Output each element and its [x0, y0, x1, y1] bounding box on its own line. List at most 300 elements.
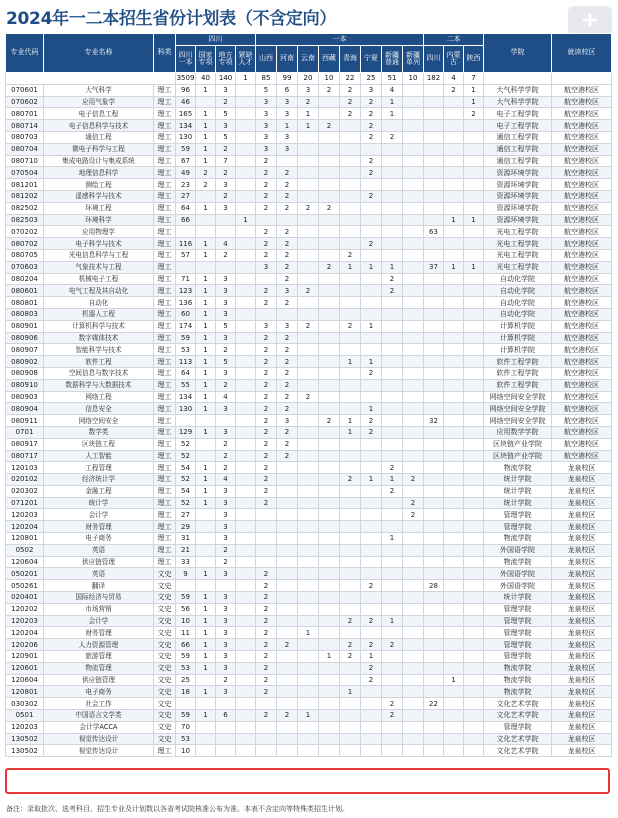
plan-count-cell — [298, 603, 319, 615]
plan-count-cell — [403, 179, 424, 191]
plan-count-cell — [382, 497, 403, 509]
plan-count-cell: 1 — [382, 615, 403, 627]
plan-count-cell — [196, 698, 216, 710]
plan-count-cell — [216, 733, 236, 745]
plan-count-cell — [340, 179, 361, 191]
plan-count-cell — [236, 131, 256, 143]
plan-count-cell — [464, 202, 484, 214]
plan-count-cell — [298, 308, 319, 320]
college-cell: 资源环境学院 — [484, 167, 552, 179]
plan-count-cell: 1 — [196, 462, 216, 474]
table-row — [6, 143, 612, 155]
plan-count-cell: 2 — [216, 462, 236, 474]
plan-count-cell — [216, 580, 236, 592]
plan-count-cell — [236, 108, 256, 120]
subject-cell: 理工 — [154, 485, 176, 497]
plan-count-cell: 3 — [216, 639, 236, 651]
subject-cell: 文史 — [154, 639, 176, 651]
plan-count-cell: 1 — [464, 214, 484, 226]
campus-cell: 龙泉校区 — [552, 544, 612, 556]
major-code-cell: 050261 — [6, 580, 44, 592]
major-code-cell: 120203 — [6, 509, 44, 521]
subject-cell: 理工 — [154, 297, 176, 309]
plan-count-cell: 3 — [277, 143, 298, 155]
plan-count-cell: 2 — [277, 261, 298, 273]
plan-count-cell: 2 — [361, 367, 382, 379]
major-code-cell: 120801 — [6, 533, 44, 545]
plan-count-cell — [340, 143, 361, 155]
add-button[interactable]: + — [568, 6, 612, 36]
plan-count-cell — [236, 320, 256, 332]
major-code-cell: 071201 — [6, 497, 44, 509]
subject-cell: 理工 — [154, 344, 176, 356]
plan-count-cell — [236, 356, 256, 368]
college-cell: 物流学院 — [484, 662, 552, 674]
plan-count-cell — [361, 379, 382, 391]
major-code-cell: 120801 — [6, 686, 44, 698]
plan-count-cell — [403, 662, 424, 674]
plan-count-cell — [340, 733, 361, 745]
plan-count-cell: 2 — [256, 249, 277, 261]
plan-count-cell — [277, 615, 298, 627]
plan-count-cell — [340, 202, 361, 214]
footnote: 备注：录取批次、选考科目、招生专业及计划数以各省考试院核准公布为准。本表不含定向等特殊类招生计划。 — [6, 805, 349, 813]
campus-cell: 航空港校区 — [552, 379, 612, 391]
plan-count-cell: 2 — [256, 238, 277, 250]
major-name-cell: 数学类 — [44, 426, 154, 438]
plan-count-cell — [236, 485, 256, 497]
plan-count-cell: 123 — [176, 285, 196, 297]
plan-count-cell: 46 — [176, 96, 196, 108]
subject-cell: 理工 — [154, 120, 176, 132]
plan-count-cell: 3 — [216, 285, 236, 297]
plan-count-cell: 1 — [196, 367, 216, 379]
plan-count-cell — [236, 179, 256, 191]
plan-count-cell — [277, 592, 298, 604]
plan-count-cell — [319, 568, 340, 580]
enrollment-plan-table — [5, 33, 612, 757]
college-cell: 通信工程学院 — [484, 143, 552, 155]
plan-count-cell: 18 — [176, 686, 196, 698]
plan-count-cell — [236, 686, 256, 698]
plan-count-cell — [464, 238, 484, 250]
plan-count-cell — [236, 462, 256, 474]
plan-count-cell: 5 — [216, 131, 236, 143]
plan-count-cell — [382, 238, 403, 250]
plan-count-cell — [319, 308, 340, 320]
plan-count-cell: 2 — [403, 509, 424, 521]
plan-count-cell: 54 — [176, 485, 196, 497]
plan-count-cell — [236, 379, 256, 391]
plan-count-cell — [340, 190, 361, 202]
major-name-cell: 空间信息与数字技术 — [44, 367, 154, 379]
plan-count-cell: 2 — [196, 167, 216, 179]
plan-count-cell — [424, 497, 444, 509]
plan-count-cell — [382, 674, 403, 686]
plan-count-cell: 116 — [176, 238, 196, 250]
major-name-cell: 财务管理 — [44, 521, 154, 533]
plan-count-cell: 3 — [216, 651, 236, 663]
plan-count-cell: 136 — [176, 297, 196, 309]
plan-count-cell: 2 — [256, 379, 277, 391]
campus-cell: 龙泉校区 — [552, 639, 612, 651]
page-title: 2024年一二本招生省份计划表（不含定向） — [6, 9, 337, 29]
table-row — [6, 674, 612, 686]
plan-count-cell: 29 — [176, 521, 196, 533]
college-cell: 通信工程学院 — [484, 131, 552, 143]
major-name-cell: 自动化 — [44, 297, 154, 309]
major-code-cell: 020401 — [6, 592, 44, 604]
plan-count-cell — [196, 745, 216, 757]
plan-count-cell: 130 — [176, 131, 196, 143]
plan-count-cell — [444, 190, 464, 202]
plan-count-cell — [340, 238, 361, 250]
plan-count-cell: 2 — [216, 544, 236, 556]
plan-count-cell: 1 — [340, 356, 361, 368]
plan-count-cell: 2 — [361, 580, 382, 592]
college-cell: 光电工程学院 — [484, 238, 552, 250]
plan-count-cell: 3 — [361, 84, 382, 96]
plan-count-cell: 5 — [216, 108, 236, 120]
plan-count-cell: 55 — [176, 379, 196, 391]
plan-count-cell — [464, 533, 484, 545]
plan-count-cell — [444, 639, 464, 651]
major-code-cell: 080910 — [6, 379, 44, 391]
plan-count-cell: 2 — [216, 96, 236, 108]
major-code-cell: 020302 — [6, 485, 44, 497]
plan-count-cell — [340, 568, 361, 580]
plan-count-cell — [256, 544, 277, 556]
plan-count-cell: 1 — [196, 627, 216, 639]
plan-count-cell: 2 — [277, 249, 298, 261]
campus-cell: 航空港校区 — [552, 273, 612, 285]
campus-cell: 龙泉校区 — [552, 745, 612, 757]
college-cell: 管理学院 — [484, 615, 552, 627]
plan-count-cell: 3 — [256, 108, 277, 120]
plan-count-cell — [340, 226, 361, 238]
plan-count-cell — [444, 179, 464, 191]
plan-count-cell — [464, 344, 484, 356]
major-name-cell: 会计学ACCA — [44, 721, 154, 733]
plan-count-cell — [236, 96, 256, 108]
plan-count-cell: 2 — [277, 639, 298, 651]
plan-count-cell — [196, 190, 216, 202]
plan-count-cell — [382, 521, 403, 533]
plan-count-cell — [236, 568, 256, 580]
plan-count-cell: 129 — [176, 426, 196, 438]
college-cell: 资源环境学院 — [484, 202, 552, 214]
plan-count-cell — [298, 344, 319, 356]
plan-count-cell — [216, 698, 236, 710]
plan-count-cell — [424, 674, 444, 686]
plan-count-cell — [444, 273, 464, 285]
table-row — [6, 509, 612, 521]
plan-count-cell — [464, 544, 484, 556]
subject-cell: 理工 — [154, 450, 176, 462]
plan-count-cell: 2 — [216, 438, 236, 450]
campus-cell: 航空港校区 — [552, 297, 612, 309]
plan-count-cell: 3 — [216, 273, 236, 285]
plan-count-cell — [340, 698, 361, 710]
plan-count-cell — [382, 403, 403, 415]
plan-count-cell — [236, 544, 256, 556]
plan-count-cell: 1 — [196, 651, 216, 663]
college-cell: 软件工程学院 — [484, 367, 552, 379]
plan-count-cell: 2 — [256, 615, 277, 627]
campus-cell: 龙泉校区 — [552, 474, 612, 486]
plan-count-cell — [424, 592, 444, 604]
plan-count-cell — [196, 415, 216, 427]
plan-count-cell: 1 — [196, 120, 216, 132]
plan-count-cell — [277, 521, 298, 533]
plan-count-cell: 2 — [382, 698, 403, 710]
plan-count-cell — [382, 603, 403, 615]
plan-count-cell: 2 — [361, 96, 382, 108]
plan-count-cell — [382, 627, 403, 639]
college-cell: 外国语学院 — [484, 580, 552, 592]
plan-count-cell — [424, 544, 444, 556]
total-cell: 25 — [361, 73, 382, 85]
plan-count-cell — [298, 521, 319, 533]
plan-count-cell: 2 — [361, 190, 382, 202]
plan-count-cell: 2 — [256, 674, 277, 686]
plan-count-cell — [382, 745, 403, 757]
major-name-cell: 社会工作 — [44, 698, 154, 710]
plan-count-cell — [277, 686, 298, 698]
plan-count-cell — [196, 674, 216, 686]
major-code-cell: 120204 — [6, 521, 44, 533]
plan-count-cell — [298, 367, 319, 379]
plan-count-cell — [340, 544, 361, 556]
campus-cell: 龙泉校区 — [552, 651, 612, 663]
subject-cell: 理工 — [154, 131, 176, 143]
major-code-cell: 120901 — [6, 651, 44, 663]
campus-cell: 航空港校区 — [552, 344, 612, 356]
plan-count-cell — [236, 226, 256, 238]
plan-count-cell: 1 — [196, 474, 216, 486]
plan-count-cell — [256, 521, 277, 533]
plan-count-cell — [196, 438, 216, 450]
plan-count-cell — [361, 179, 382, 191]
plan-count-cell: 3 — [256, 96, 277, 108]
plan-count-cell — [298, 556, 319, 568]
plan-count-cell — [361, 297, 382, 309]
plan-count-cell — [340, 745, 361, 757]
plan-count-cell — [340, 674, 361, 686]
plan-count-cell — [298, 155, 319, 167]
plan-count-cell: 1 — [196, 238, 216, 250]
plan-count-cell: 4 — [216, 474, 236, 486]
campus-cell: 航空港校区 — [552, 167, 612, 179]
plan-count-cell — [403, 108, 424, 120]
plan-count-cell: 32 — [424, 415, 444, 427]
college-cell: 计算机学院 — [484, 320, 552, 332]
plan-count-cell — [298, 544, 319, 556]
plan-count-cell — [444, 615, 464, 627]
plan-count-cell: 2 — [298, 202, 319, 214]
plan-count-cell — [382, 320, 403, 332]
plan-count-cell: 1 — [464, 261, 484, 273]
plan-count-cell: 2 — [382, 131, 403, 143]
campus-cell: 航空港校区 — [552, 202, 612, 214]
plan-count-cell — [298, 651, 319, 663]
major-code-cell: 080907 — [6, 344, 44, 356]
plan-count-cell — [236, 120, 256, 132]
plan-count-cell — [361, 686, 382, 698]
plan-count-cell — [298, 639, 319, 651]
plan-count-cell — [424, 639, 444, 651]
plan-count-cell: 1 — [196, 108, 216, 120]
college-cell: 物流学院 — [484, 674, 552, 686]
plan-count-cell — [236, 580, 256, 592]
table-row — [6, 415, 612, 427]
plan-count-cell — [319, 190, 340, 202]
table-row — [6, 332, 612, 344]
college-cell: 软件工程学院 — [484, 379, 552, 391]
plan-count-cell — [424, 179, 444, 191]
plan-count-cell: 1 — [196, 143, 216, 155]
major-code-cell: 080906 — [6, 332, 44, 344]
plan-count-cell — [444, 155, 464, 167]
subject-cell: 理工 — [154, 143, 176, 155]
table-row — [6, 580, 612, 592]
college-cell: 统计学院 — [484, 485, 552, 497]
campus-cell: 航空港校区 — [552, 308, 612, 320]
plan-count-cell — [319, 674, 340, 686]
major-code-cell: 070603 — [6, 261, 44, 273]
plan-count-cell — [298, 450, 319, 462]
plan-count-cell — [464, 379, 484, 391]
college-cell: 文化艺术学院 — [484, 745, 552, 757]
plan-count-cell: 1 — [196, 485, 216, 497]
plan-count-cell: 2 — [277, 450, 298, 462]
plan-count-cell — [403, 308, 424, 320]
plan-count-cell — [277, 627, 298, 639]
table-row — [6, 426, 612, 438]
plan-count-cell — [236, 533, 256, 545]
plan-count-cell — [424, 426, 444, 438]
plan-count-cell — [340, 533, 361, 545]
major-code-cell: 080714 — [6, 120, 44, 132]
table-row — [6, 190, 612, 202]
major-code-cell: 080803 — [6, 308, 44, 320]
plan-count-cell — [403, 273, 424, 285]
plan-count-cell — [424, 745, 444, 757]
plan-count-cell — [298, 379, 319, 391]
major-name-cell: 应用物理学 — [44, 226, 154, 238]
plan-count-cell — [464, 509, 484, 521]
plan-count-cell — [464, 332, 484, 344]
college-cell: 资源环境学院 — [484, 190, 552, 202]
plan-count-cell: 2 — [256, 462, 277, 474]
plan-count-cell: 1 — [196, 249, 216, 261]
plan-count-cell — [319, 155, 340, 167]
plan-count-cell: 1 — [196, 285, 216, 297]
campus-cell: 航空港校区 — [552, 415, 612, 427]
plan-count-cell: 3 — [277, 108, 298, 120]
plan-count-cell — [444, 568, 464, 580]
plan-count-cell — [424, 556, 444, 568]
header-code: 专业代码 — [6, 34, 44, 73]
plan-count-cell — [216, 415, 236, 427]
plan-count-cell — [319, 497, 340, 509]
plan-count-cell: 3 — [216, 485, 236, 497]
plan-count-cell — [424, 320, 444, 332]
plan-count-cell — [176, 415, 196, 427]
plan-count-cell — [319, 391, 340, 403]
plan-count-cell: 2 — [256, 710, 277, 722]
major-name-cell: 会计学 — [44, 509, 154, 521]
major-name-cell: 环境工程 — [44, 202, 154, 214]
plan-count-cell — [424, 96, 444, 108]
plan-count-cell — [464, 450, 484, 462]
plan-count-cell — [444, 521, 464, 533]
plan-count-cell: 1 — [196, 297, 216, 309]
plan-count-cell: 3 — [216, 332, 236, 344]
major-code-cell: 081201 — [6, 179, 44, 191]
major-code-cell: 070202 — [6, 226, 44, 238]
major-name-cell: 翻译 — [44, 580, 154, 592]
plan-count-cell — [382, 249, 403, 261]
table-row — [6, 391, 612, 403]
plan-count-cell: 3 — [216, 308, 236, 320]
header-sichuan-col: 四川一本 — [176, 46, 196, 73]
campus-cell: 龙泉校区 — [552, 615, 612, 627]
college-cell: 管理学院 — [484, 521, 552, 533]
plan-count-cell: 1 — [196, 592, 216, 604]
major-name-cell: 计算机科学与技术 — [44, 320, 154, 332]
subject-cell: 理工 — [154, 521, 176, 533]
plan-count-cell: 3 — [277, 415, 298, 427]
plan-count-cell — [319, 379, 340, 391]
campus-cell: 航空港校区 — [552, 320, 612, 332]
plan-count-cell — [236, 332, 256, 344]
plan-count-cell — [361, 226, 382, 238]
subject-cell: 理工 — [154, 308, 176, 320]
plan-count-cell: 5 — [216, 356, 236, 368]
plan-count-cell — [403, 297, 424, 309]
college-cell: 外国语学院 — [484, 544, 552, 556]
plan-count-cell — [424, 190, 444, 202]
plan-count-cell — [382, 379, 403, 391]
subject-cell: 文史 — [154, 674, 176, 686]
plan-count-cell — [382, 155, 403, 167]
campus-cell: 龙泉校区 — [552, 509, 612, 521]
table-row — [6, 556, 612, 568]
major-name-cell: 地理信息科学 — [44, 167, 154, 179]
major-name-cell: 国际经济与贸易 — [44, 592, 154, 604]
plan-count-cell — [298, 733, 319, 745]
table-row — [6, 344, 612, 356]
plan-count-cell: 1 — [196, 84, 216, 96]
major-name-cell: 遥感科学与技术 — [44, 190, 154, 202]
total-cell: 1 — [236, 73, 256, 85]
plan-count-cell — [382, 556, 403, 568]
plan-count-cell: 2 — [277, 710, 298, 722]
major-name-cell: 视觉传达设计 — [44, 733, 154, 745]
plan-count-cell — [464, 120, 484, 132]
plan-count-cell — [340, 367, 361, 379]
plan-count-cell — [319, 297, 340, 309]
plan-count-cell — [464, 415, 484, 427]
plan-count-cell — [444, 745, 464, 757]
campus-cell: 航空港校区 — [552, 261, 612, 273]
plan-count-cell: 5 — [256, 84, 277, 96]
plan-count-cell — [298, 167, 319, 179]
plan-count-cell — [464, 285, 484, 297]
plan-count-cell — [236, 721, 256, 733]
major-code-cell: 080710 — [6, 155, 44, 167]
